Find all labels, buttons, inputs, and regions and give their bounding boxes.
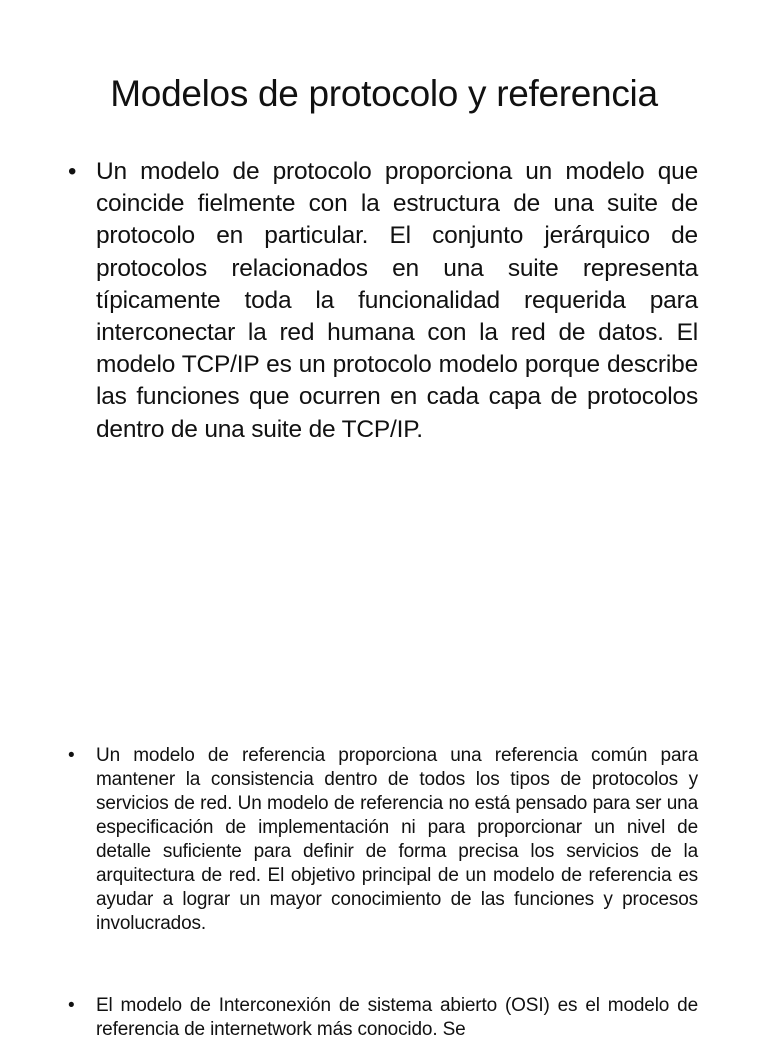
bullet-item-reference-model [68, 744, 698, 936]
bullet-text: El modelo de Interconexión de sistema abierto (OSI) es el modelo de referencia de internetwork más conocido. Se [96, 995, 698, 1040]
bullet-dot-icon: • [68, 745, 75, 766]
bullet-row [68, 994, 698, 1042]
bullet-dot-icon: • [68, 158, 77, 185]
bullet-text: Un modelo de referencia proporciona una referencia común para mantener la consistencia dentro de todos los tipos de protocolos y servicios de red. Un modelo de referencia no está pensado para ser una especificación de implementación ni para proporcionar un nivel de detalle suficiente para definir de forma precisa los servicios de la arquitectura de red. El objetivo principal de un modelo de referencia es ayudar a lograr un mayor conocimiento de las funciones y procesos involucrados. [96, 745, 698, 934]
bullet-text: Un modelo de protocolo proporciona un modelo que coincide fielmente con la estructura de una suite de protocolo en particular. El conjunto jerárquico de protocolos relacionados en una suite representa típicamente toda la funcionalidad requerida para interconectar la red humana con la red de datos. El modelo TCP/IP es un protocolo modelo porque describe las funciones que ocurren en cada capa de protocolos dentro de una suite de TCP/IP. [96, 158, 698, 443]
bullet-row [68, 156, 698, 446]
bullet-item-osi-model [68, 994, 698, 1042]
bullet-row [68, 744, 698, 936]
bullet-item-protocol-model [68, 156, 698, 446]
slide-title: Modelos de protocolo y referencia [110, 73, 658, 114]
bullet-dot-icon: • [68, 995, 75, 1016]
